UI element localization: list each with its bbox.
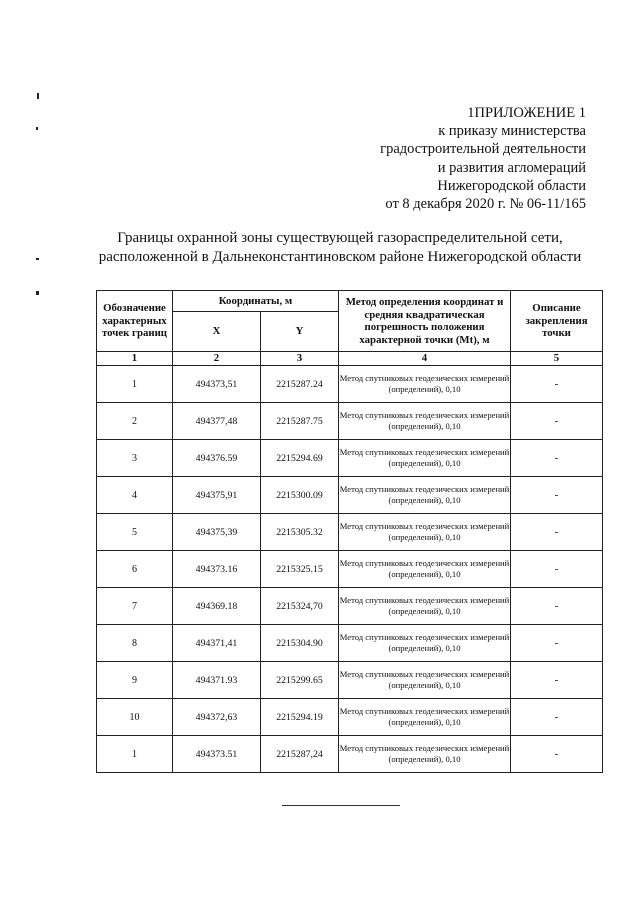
description: - (511, 366, 603, 403)
point-number: 1 (97, 366, 173, 403)
method-text: Метод спутниковых геодезических измерений (определений), 0,10 (339, 440, 511, 477)
header-method: Метод определения координат и средняя квадратическая погрешность положения характерной точки (Mt), м (339, 291, 511, 352)
point-number: 8 (97, 625, 173, 662)
description: - (511, 403, 603, 440)
coord-y: 2215325.15 (261, 551, 339, 588)
table-row (97, 440, 603, 477)
coord-y: 2215287,24 (261, 736, 339, 773)
description: - (511, 551, 603, 588)
description: - (511, 477, 603, 514)
coord-y: 2215299.65 (261, 662, 339, 699)
description: - (511, 736, 603, 773)
point-number: 5 (97, 514, 173, 551)
method-text: Метод спутниковых геодезических измерений (определений), 0,10 (339, 662, 511, 699)
point-number: 4 (97, 477, 173, 514)
description: - (511, 662, 603, 699)
header-description: Описание закрепления точки (511, 291, 603, 352)
coord-y: 2215287.75 (261, 403, 339, 440)
point-number: 1 (97, 736, 173, 773)
coord-x: 494375,39 (173, 514, 261, 551)
coord-x: 494376.59 (173, 440, 261, 477)
coord-y: 2215287.24 (261, 366, 339, 403)
point-number: 3 (97, 440, 173, 477)
method-text: Метод спутниковых геодезических измерений (определений), 0,10 (339, 403, 511, 440)
table-row (97, 625, 603, 662)
table-row (97, 551, 603, 588)
table-row (97, 662, 603, 699)
scan-mark (36, 258, 39, 260)
point-number: 6 (97, 551, 173, 588)
coord-y: 2215294.19 (261, 699, 339, 736)
coord-x: 494373.51 (173, 736, 261, 773)
table-row (97, 736, 603, 773)
method-text: Метод спутниковых геодезических измерений (определений), 0,10 (339, 366, 511, 403)
table-row (97, 514, 603, 551)
description: - (511, 588, 603, 625)
table-row (97, 403, 603, 440)
coord-y: 2215304.90 (261, 625, 339, 662)
annex-line: Нижегородской области (437, 177, 586, 194)
scan-mark (36, 291, 39, 295)
table-row (97, 477, 603, 514)
description: - (511, 440, 603, 477)
annex-line: к приказу министерства (438, 123, 586, 140)
coord-x: 494371,41 (173, 625, 261, 662)
coord-y: 2215305.32 (261, 514, 339, 551)
title-line: Границы охранной зоны существующей газораспределительной сети, (117, 230, 563, 246)
coord-x: 494373,51 (173, 366, 261, 403)
coord-y: 2215324,70 (261, 588, 339, 625)
annex-header (286, 104, 586, 213)
annex-line: и развития агломераций (437, 159, 586, 176)
annex-line: 1ПРИЛОЖЕНИЕ 1 (467, 105, 586, 121)
method-text: Метод спутниковых геодезических измерений (определений), 0,10 (339, 551, 511, 588)
coordinates-table (96, 290, 603, 773)
column-number: 1 (97, 352, 173, 366)
coord-x: 494372,63 (173, 699, 261, 736)
annex-line: от 8 декабря 2020 г. № 06-11/165 (385, 196, 586, 213)
header-x: X (173, 312, 261, 352)
coord-x: 494369.18 (173, 588, 261, 625)
document-title (60, 229, 620, 267)
table-row (97, 699, 603, 736)
table-row (97, 366, 603, 403)
coord-x: 494373.16 (173, 551, 261, 588)
table-row (97, 588, 603, 625)
method-text: Метод спутниковых геодезических измерений (определений), 0,10 (339, 625, 511, 662)
method-text: Метод спутниковых геодезических измерений (определений), 0,10 (339, 736, 511, 773)
column-number: 2 (173, 352, 261, 366)
point-number: 2 (97, 403, 173, 440)
coord-y: 2215294.69 (261, 440, 339, 477)
header-point-label: Обозначение характерных точек границ (97, 291, 173, 352)
column-number: 3 (261, 352, 339, 366)
description: - (511, 625, 603, 662)
coord-y: 2215300.09 (261, 477, 339, 514)
point-number: 7 (97, 588, 173, 625)
column-number: 4 (339, 352, 511, 366)
description: - (511, 514, 603, 551)
scan-mark (37, 93, 39, 99)
method-text: Метод спутниковых геодезических измерений (определений), 0,10 (339, 588, 511, 625)
coord-x: 494371.93 (173, 662, 261, 699)
header-y: Y (261, 312, 339, 352)
method-text: Метод спутниковых геодезических измерений (определений), 0,10 (339, 514, 511, 551)
header-coords: Координаты, м (173, 291, 339, 312)
method-text: Метод спутниковых геодезических измерений (определений), 0,10 (339, 477, 511, 514)
coord-x: 494377,48 (173, 403, 261, 440)
column-number: 5 (511, 352, 603, 366)
scan-mark (36, 127, 38, 130)
coord-x: 494375,91 (173, 477, 261, 514)
point-number: 10 (97, 699, 173, 736)
method-text: Метод спутниковых геодезических измерений (определений), 0,10 (339, 699, 511, 736)
title-line: расположенной в Дальнеконстантиновском районе Нижегородской области (98, 249, 582, 265)
point-number: 9 (97, 662, 173, 699)
annex-line: градостроительной деятельности (380, 141, 586, 158)
signature-line (282, 805, 400, 806)
description: - (511, 699, 603, 736)
